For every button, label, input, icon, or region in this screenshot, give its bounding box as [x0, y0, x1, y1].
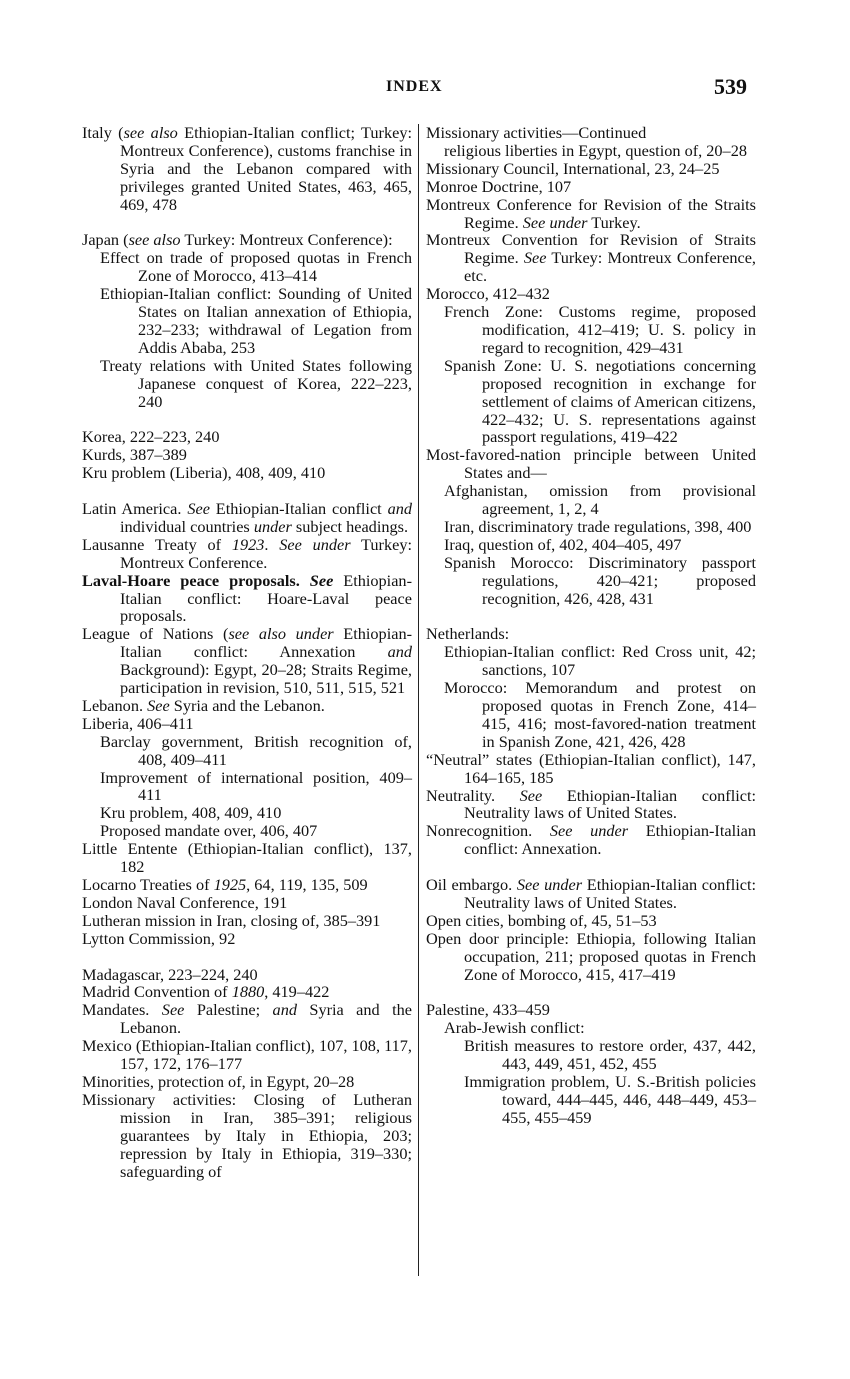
index-entry: [82, 1073, 412, 1091]
entry-text: Monroe Doctrine, 107: [426, 176, 572, 196]
entry-text: 1880: [231, 982, 265, 1002]
entry-text: London Naval Conference, 191: [82, 892, 288, 912]
entry-text: Improvement of international position, 409–411: [100, 767, 412, 805]
entry-text: See under: [516, 875, 583, 895]
entry-text: Laval-Hoare peace proposals.: [82, 570, 310, 590]
entry-text: Most-favored-nation principle between United States and—: [426, 445, 756, 483]
entry-text: Ethiopian-Italian conflict: Neutrality laws of United States.: [464, 875, 757, 912]
entry-text: Morocco, 412–432: [426, 284, 550, 304]
entry-text: Ethiopian-Italian conflict: [209, 498, 388, 518]
index-entry: [82, 124, 412, 214]
index-entry: [82, 894, 412, 912]
index-subentry: [82, 804, 412, 822]
entry-text: League of Nations (: [82, 624, 229, 644]
entry-text: Latin America.: [82, 498, 188, 518]
entry-text: subject headings.: [291, 516, 409, 536]
entry-text: Nonrecognition.: [426, 821, 550, 841]
entry-text: Turkey: Montreux Conference.: [120, 534, 412, 572]
entry-text: Netherlands:: [426, 624, 510, 644]
section-gap: [82, 948, 412, 966]
index-entry: [82, 231, 412, 249]
entry-text: Neutrality.: [426, 785, 520, 805]
entry-text: Missionary activities: Closing of Lutheran mission in Iran, 385–391; religious guarantees by Italy in Ethiopia, 203; repression by Italy in Ethiopia, 319–330; safeguarding of: [82, 1089, 412, 1181]
index-entry: [82, 428, 412, 446]
entry-text: Morocco: Memorandum and protest on proposed quotas in French Zone, 414–415, 416; most-favored-nation treatment in Spanish Zone, 421, 426, 428: [444, 678, 756, 751]
index-subentry: [426, 1019, 756, 1037]
entry-text: Background): Egypt, 20–28; Straits Regime, participation in revision, 510, 511, 515, 521: [120, 660, 412, 698]
index-entry: [426, 787, 756, 823]
index-subentry: [82, 357, 412, 411]
index-subentry: [426, 1037, 756, 1073]
index-subentry: [82, 733, 412, 769]
entry-text: Effect on trade of proposed quotas in French Zone of Morocco, 413–414: [100, 248, 412, 286]
entry-text: See under: [522, 212, 588, 232]
index-entry: [82, 464, 412, 482]
entry-text: Barclay government, British recognition of, 408, 409–411: [100, 731, 412, 769]
entry-text: See under: [279, 534, 351, 554]
entry-text: individual countries: [120, 516, 254, 536]
section-gap: [82, 214, 412, 232]
entry-text: Afghanistan, omission from provisional agreement, 1, 2, 4: [444, 481, 756, 519]
entry-text: Proposed mandate over, 406, 407: [100, 821, 318, 841]
index-subentry: [426, 482, 756, 518]
index-subentry: [426, 303, 756, 357]
entry-text: , 419–422: [264, 982, 330, 1002]
index-entry: [82, 625, 412, 697]
entry-text: Turkey: Montreux Conference):: [180, 230, 393, 250]
index-entry: [426, 822, 756, 858]
entry-text: Turkey.: [587, 212, 641, 232]
index-entry: [82, 966, 412, 984]
entry-text: Iraq, question of, 402, 404–405, 497: [444, 534, 682, 554]
index-entry: [426, 930, 756, 984]
index-entry: [82, 1001, 412, 1037]
entry-text: Immigration problem, U. S.-British policies toward, 444–445, 446, 448–449, 453–455, 455–459: [464, 1071, 756, 1127]
entry-text: Spanish Zone: U. S. negotiations concerning proposed recognition in exchange for settlement of claims of American citizens, 422–432; U. S. representations against passport regulations, 419–422: [444, 355, 756, 447]
index-entry: [82, 1091, 412, 1181]
entry-text: Kurds, 387–389: [82, 445, 187, 465]
entry-text: 1923: [231, 534, 265, 554]
index-subentry: [426, 679, 756, 751]
entry-text: and: [387, 498, 413, 518]
running-head: INDEX: [386, 78, 443, 95]
entry-text: Lausanne Treaty of: [82, 534, 232, 554]
entry-text: Spanish Morocco: Discriminatory passport regulations, 420–421; proposed recognition, 426, 428, 431: [444, 552, 756, 608]
entry-text: Treaty relations with United States following Japanese conquest of Korea, 222–223, 240: [100, 355, 412, 411]
entry-text: See: [147, 695, 170, 715]
section-gap: [426, 858, 756, 876]
index-entry: [426, 751, 756, 787]
index-subentry: [82, 285, 412, 357]
index-subentry: [426, 554, 756, 608]
entry-text: Turkey: Montreux Conference, etc.: [464, 248, 756, 286]
index-entry: [426, 178, 756, 196]
index-entry: [426, 876, 756, 912]
entry-text: Open door principle: Ethiopia, following Italian occupation, 211; proposed quotas in French Zone of Morocco, 415, 417–419: [426, 928, 756, 984]
entry-text: and: [272, 1000, 297, 1020]
entry-text: Little Entente (Ethiopian-Italian conflict), 137, 182: [82, 839, 412, 877]
index-entry: [82, 930, 412, 948]
index-entry: [426, 285, 756, 303]
section-gap: [426, 607, 756, 625]
entry-text: Korea, 222–223, 240: [82, 427, 220, 447]
index-entry: [82, 840, 412, 876]
entry-text: Italy (: [82, 123, 124, 142]
entry-text: see also: [128, 230, 181, 250]
index-subentry: [426, 357, 756, 447]
entry-text: Palestine, 433–459: [426, 1000, 550, 1020]
entry-text: Kru problem, 408, 409, 410: [100, 803, 282, 823]
index-subentry: [82, 769, 412, 805]
index-column-left: [82, 124, 412, 1180]
entry-text: See under: [549, 821, 629, 841]
index-entry: [426, 160, 756, 178]
entry-text: “Neutral” states (Ethiopian-Italian conflict), 147, 164–165, 185: [426, 749, 756, 787]
entry-text: Ethiopian-Italian conflict: Sounding of United States on Italian annexation of Ethiopia, 232–233; withdrawal of Legation from Addis Ababa, 253: [100, 284, 412, 357]
index-entry: [426, 446, 756, 482]
index-subentry: [82, 822, 412, 840]
entry-text: See: [309, 570, 334, 590]
index-column-right: [426, 124, 756, 1127]
entry-text: Lebanon.: [82, 695, 148, 715]
index-entry: [426, 625, 756, 643]
entry-text: Mandates.: [82, 1000, 162, 1020]
entry-text: under: [253, 516, 292, 536]
entry-text: Iran, discriminatory trade regulations, 398, 400: [444, 516, 752, 536]
index-subentry: [426, 643, 756, 679]
index-entry: [82, 876, 412, 894]
index-entry: [82, 983, 412, 1001]
entry-text: Japan (: [82, 230, 129, 250]
column-divider: [418, 124, 419, 1276]
entry-text: see also: [123, 123, 178, 142]
entry-text: See: [187, 498, 210, 518]
index-subentry: [82, 249, 412, 285]
index-entry: [426, 196, 756, 232]
entry-text: Open cities, bombing of, 45, 51–53: [426, 910, 657, 930]
entry-text: British measures to restore order, 437, 442, 443, 449, 451, 452, 455: [464, 1036, 756, 1074]
entry-text: Liberia, 406–411: [82, 713, 194, 733]
entry-text: Ethiopian-Italian conflict: Annexation: [120, 624, 413, 662]
index-entry: [82, 1037, 412, 1073]
index-subentry: [426, 536, 756, 554]
entry-text: French Zone: Customs regime, proposed modification, 412–419; U. S. policy in regard to recognition, 429–431: [444, 302, 756, 357]
entry-text: Missionary Council, International, 23, 24–25: [426, 158, 720, 178]
entry-text: Minorities, protection of, in Egypt, 20–28: [82, 1071, 355, 1091]
entry-text: Arab-Jewish conflict:: [444, 1018, 585, 1038]
entry-text: Madrid Convention of: [82, 982, 232, 1002]
entry-text: Mexico (Ethiopian-Italian conflict), 107, 108, 117, 157, 172, 176–177: [82, 1036, 412, 1074]
index-entry: [82, 446, 412, 464]
section-gap: [426, 983, 756, 1001]
index-entry: [426, 124, 756, 142]
entry-text: Ethiopian-Italian conflict: Hoare-Laval peace proposals.: [120, 570, 412, 626]
entry-text: Lytton Commission, 92: [82, 928, 236, 948]
entry-text: and: [387, 642, 412, 662]
index-entry: [426, 1001, 756, 1019]
index-subentry: [426, 518, 756, 536]
entry-text: religious liberties in Egypt, question of, 20–28: [444, 140, 747, 160]
entry-text: Oil embargo.: [426, 875, 517, 895]
entry-text: Ethiopian-Italian conflict; Turkey: Montreux Conference), customs franchise in Syria and the Lebanon compared with privileges granted United States, 463, 465, 469, 478: [120, 123, 413, 214]
page-number: 539: [714, 74, 747, 99]
entry-text: Montreux Convention for Revision of Straits Regime.: [426, 230, 756, 268]
index-entry: [82, 912, 412, 930]
entry-text: See: [519, 785, 543, 805]
entry-text: Syria and the Lebanon.: [169, 695, 325, 715]
index-subentry: [426, 142, 756, 160]
entry-text: Lutheran mission in Iran, closing of, 385–391: [82, 910, 381, 930]
entry-text: Syria and the Lebanon.: [120, 1000, 412, 1038]
entry-text: Madagascar, 223–224, 240: [82, 964, 258, 984]
entry-text: Ethiopian-Italian conflict: Neutrality laws of United States.: [464, 785, 757, 823]
entry-text: Ethiopian-Italian conflict: Annexation.: [464, 821, 757, 859]
entry-text: Montreux Conference for Revision of the Straits Regime.: [426, 194, 756, 232]
entry-text: .: [264, 534, 280, 554]
entry-text: , 64, 119, 135, 509: [246, 875, 368, 895]
section-gap: [82, 410, 412, 428]
index-entry: [82, 715, 412, 733]
index-entry: [82, 572, 412, 626]
entry-text: 1925: [213, 875, 247, 895]
entry-text: Palestine;: [184, 1000, 273, 1020]
entry-text: Kru problem (Liberia), 408, 409, 410: [82, 463, 326, 483]
index-entry: [426, 231, 756, 285]
entry-text: Missionary activities—Continued: [426, 123, 647, 142]
index-entry: [82, 536, 412, 572]
index-subentry: [426, 1073, 756, 1127]
entry-text: See: [523, 248, 547, 268]
entry-text: Ethiopian-Italian conflict: Red Cross unit, 42; sanctions, 107: [444, 642, 756, 680]
index-entry: [82, 500, 412, 536]
index-entry: [426, 912, 756, 930]
index-entry: [82, 697, 412, 715]
entry-text: Locarno Treaties of: [82, 875, 214, 895]
section-gap: [82, 482, 412, 500]
entry-text: see also under: [228, 624, 334, 644]
entry-text: See: [161, 1000, 185, 1020]
